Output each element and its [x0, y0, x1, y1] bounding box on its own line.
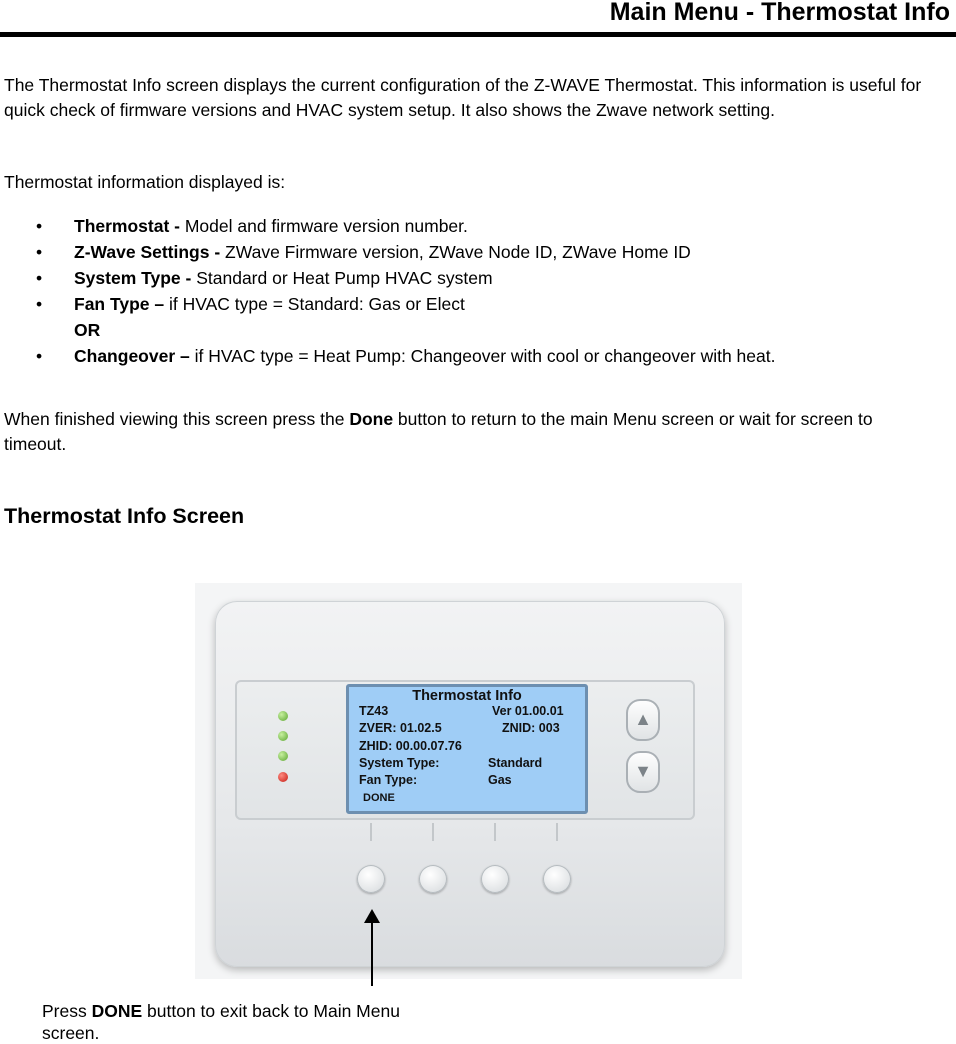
intro-paragraph: The Thermostat Info screen displays the current configuration of the Z-WAVE Thermostat. This information is useful for quick check of firmware versions and HVAC system setup. It also shows the Zwave network setting. [4, 75, 922, 120]
or-text: OR [74, 320, 101, 340]
page-title: Main Menu - Thermostat Info [609, 0, 950, 26]
bullet-label: System Type - [74, 268, 192, 288]
caption [42, 1000, 422, 1044]
finish-text: When finished viewing this screen press the [4, 409, 350, 429]
done-soft-button[interactable] [357, 865, 385, 893]
lcd-fan-label: Fan Type: [359, 773, 418, 787]
up-arrow-button[interactable] [626, 699, 660, 741]
page-header [0, 0, 956, 38]
bullet-icon: • [36, 216, 43, 236]
soft-button-2[interactable] [419, 865, 447, 893]
bullet-text: Model and firmware version number. [179, 216, 468, 236]
lcd-done-label: DONE [363, 792, 395, 804]
lcd-model: TZ43 [359, 704, 389, 718]
lcd-znid: ZNID: 003 [502, 721, 560, 735]
lcd-system-value: Standard [488, 756, 543, 770]
lcd-title: Thermostat Info [412, 688, 522, 704]
button-tick [432, 823, 434, 841]
caption-text: Press [42, 1001, 92, 1021]
up-arrow-icon: ▲ [634, 709, 652, 729]
lcd-zhid: ZHID: 00.00.07.76 [359, 739, 462, 753]
lcd-screen [346, 684, 588, 814]
caption-done-keyword: DONE [91, 1001, 143, 1021]
lcd-fan-value: Gas [488, 773, 512, 787]
lead-paragraph: Thermostat information displayed is: [4, 172, 286, 192]
soft-button-3[interactable] [481, 865, 509, 893]
status-led-green [278, 731, 288, 741]
status-led-green [278, 711, 288, 721]
bullet-text: ZWave Firmware version, ZWave Node ID, ZWave Home ID [220, 242, 691, 262]
bullet-label: Z-Wave Settings - [74, 242, 221, 262]
status-led-red [278, 772, 288, 782]
bullet-text: Standard or Heat Pump HVAC system [191, 268, 493, 288]
thermostat-photo [195, 583, 742, 979]
bullet-label: Fan Type – [74, 294, 165, 314]
header-rule [0, 32, 956, 37]
finish-text-end: button to return to the main Menu screen or wait for screen to timeout. [4, 409, 873, 454]
status-led-green [278, 751, 288, 761]
down-arrow-button[interactable] [626, 751, 660, 793]
bullet-text: if HVAC type = Heat Pump: Changeover with cool or changeover with heat. [189, 346, 776, 366]
button-tick [556, 823, 558, 841]
section-title: Thermostat Info Screen [4, 504, 245, 528]
lcd-zver: ZVER: 01.02.5 [359, 721, 442, 735]
bullet-label: Changeover – [74, 346, 190, 366]
bullet-label: Thermostat - [74, 216, 180, 236]
finish-paragraph [4, 407, 934, 456]
bullet-icon: • [36, 268, 43, 288]
lcd-version: Ver 01.00.01 [492, 704, 564, 718]
pointer-line [371, 920, 373, 986]
lcd-system-label: System Type: [359, 756, 440, 770]
bullet-icon: • [36, 346, 43, 366]
button-tick [494, 823, 496, 841]
bullet-text: if HVAC type = Standard: Gas or Elect [164, 294, 465, 314]
done-keyword: Done [349, 409, 394, 429]
bullet-icon: • [36, 294, 43, 314]
down-arrow-icon: ▼ [634, 761, 652, 781]
caption-text-end: button to exit back to Main Menu screen. [42, 1001, 400, 1043]
button-tick [370, 823, 372, 841]
thermostat-device [215, 601, 725, 967]
bullet-icon: • [36, 242, 43, 262]
soft-button-4[interactable] [543, 865, 571, 893]
